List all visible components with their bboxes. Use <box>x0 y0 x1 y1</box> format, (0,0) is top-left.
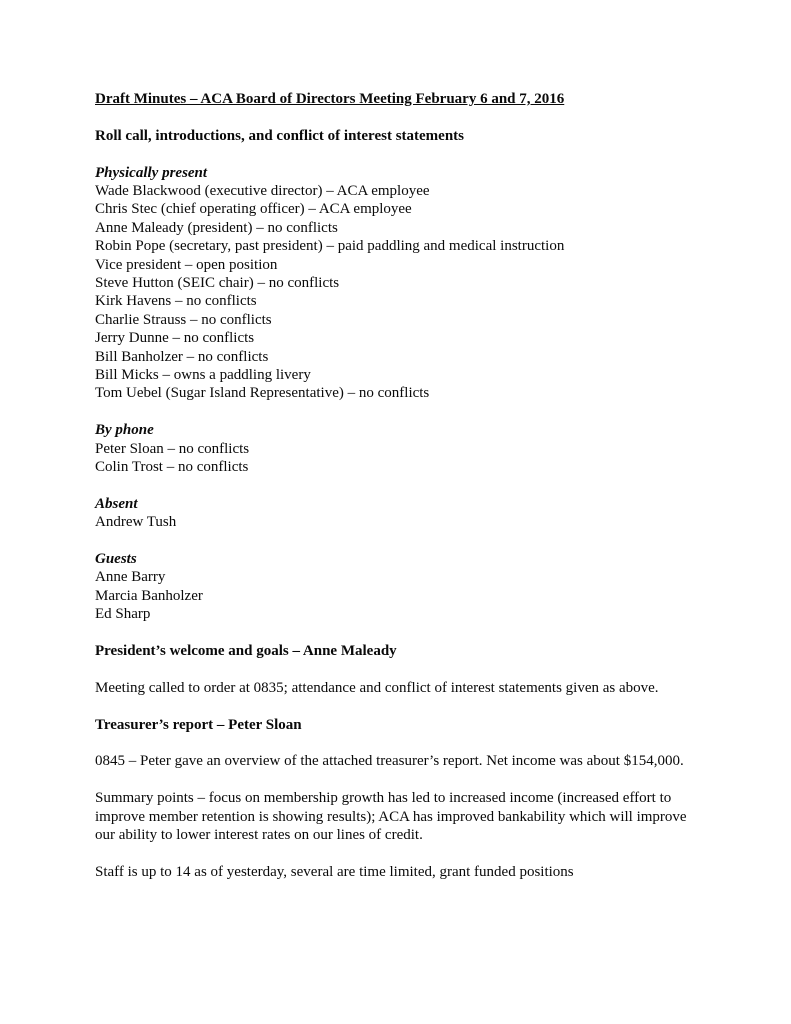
attendance-line: Kirk Havens – no conflicts <box>95 293 257 310</box>
section-heading-roll-call: Roll call, introductions, and conflict of interest statements <box>95 127 465 144</box>
attendance-line: Wade Blackwood (executive director) – ACA employee <box>95 183 430 199</box>
attendance-group <box>95 421 705 476</box>
attendance-line: Peter Sloan – no conflicts <box>95 440 250 457</box>
minutes-section-heading: President’s welcome and goals – Anne Maleady <box>95 643 397 660</box>
attendance-line: Marcia Banholzer <box>95 587 203 604</box>
attendance-group <box>95 550 705 624</box>
minutes-section-paragraphs <box>95 752 705 881</box>
attendance-line: Bill Micks – owns a paddling livery <box>95 367 311 384</box>
attendance-group-lines <box>95 568 705 623</box>
attendance-line: Robin Pope (secretary, past president) – paid paddling and medical instruction <box>95 238 565 255</box>
attendance-line: Chris Stec (chief operating officer) – ACA employee <box>95 201 412 218</box>
attendance-line: Colin Trost – no conflicts <box>95 459 249 476</box>
attendance-line: Bill Banholzer – no conflicts <box>95 348 269 365</box>
minutes-paragraph: Staff is up to 14 as of yesterday, several are time limited, grant funded positions <box>95 863 574 880</box>
minutes-sections <box>95 642 705 881</box>
attendance-line: Anne Barry <box>95 569 166 586</box>
minutes-section <box>95 642 705 697</box>
attendance-line: Anne Maleady (president) – no conflicts <box>95 219 338 236</box>
attendance-line: Vice president – open position <box>95 256 278 273</box>
attendance-group-lines <box>95 440 705 477</box>
attendance-group-label: Physically present <box>95 164 208 181</box>
minutes-section-paragraphs <box>95 679 705 697</box>
document-title: Draft Minutes – ACA Board of Directors Meeting February 6 and 7, 2016 <box>95 91 565 107</box>
minutes-section <box>95 716 705 882</box>
minutes-paragraph: 0845 – Peter gave an overview of the attached treasurer’s report. Net income was about $154,000. <box>95 753 684 770</box>
attendance-group-lines <box>95 182 705 403</box>
attendance-group <box>95 164 705 403</box>
attendance-group-lines <box>95 513 705 531</box>
attendance-groups <box>95 164 705 624</box>
attendance-line: Jerry Dunne – no conflicts <box>95 330 255 347</box>
attendance-group-label: Absent <box>95 495 138 512</box>
attendance-line: Tom Uebel (Sugar Island Representative) – no conflicts <box>95 385 430 402</box>
minutes-paragraph: Summary points – focus on membership growth has led to increased income (increased effort to improve member retention is showing results); ACA has improved bankability which will improve our ability to lower interest rates on our lines of credit. <box>95 790 687 844</box>
attendance-group-label: Guests <box>95 551 137 568</box>
minutes-paragraph: Meeting called to order at 0835; attendance and conflict of interest statements given as above. <box>95 679 659 696</box>
attendance-group-label: By phone <box>95 422 154 439</box>
attendance-line: Charlie Strauss – no conflicts <box>95 311 272 328</box>
attendance-line: Steve Hutton (SEIC chair) – no conflicts <box>95 275 340 292</box>
minutes-section-heading: Treasurer’s report – Peter Sloan <box>95 716 302 733</box>
attendance-group <box>95 495 705 532</box>
attendance-line: Ed Sharp <box>95 606 151 623</box>
attendance-line: Andrew Tush <box>95 514 177 531</box>
